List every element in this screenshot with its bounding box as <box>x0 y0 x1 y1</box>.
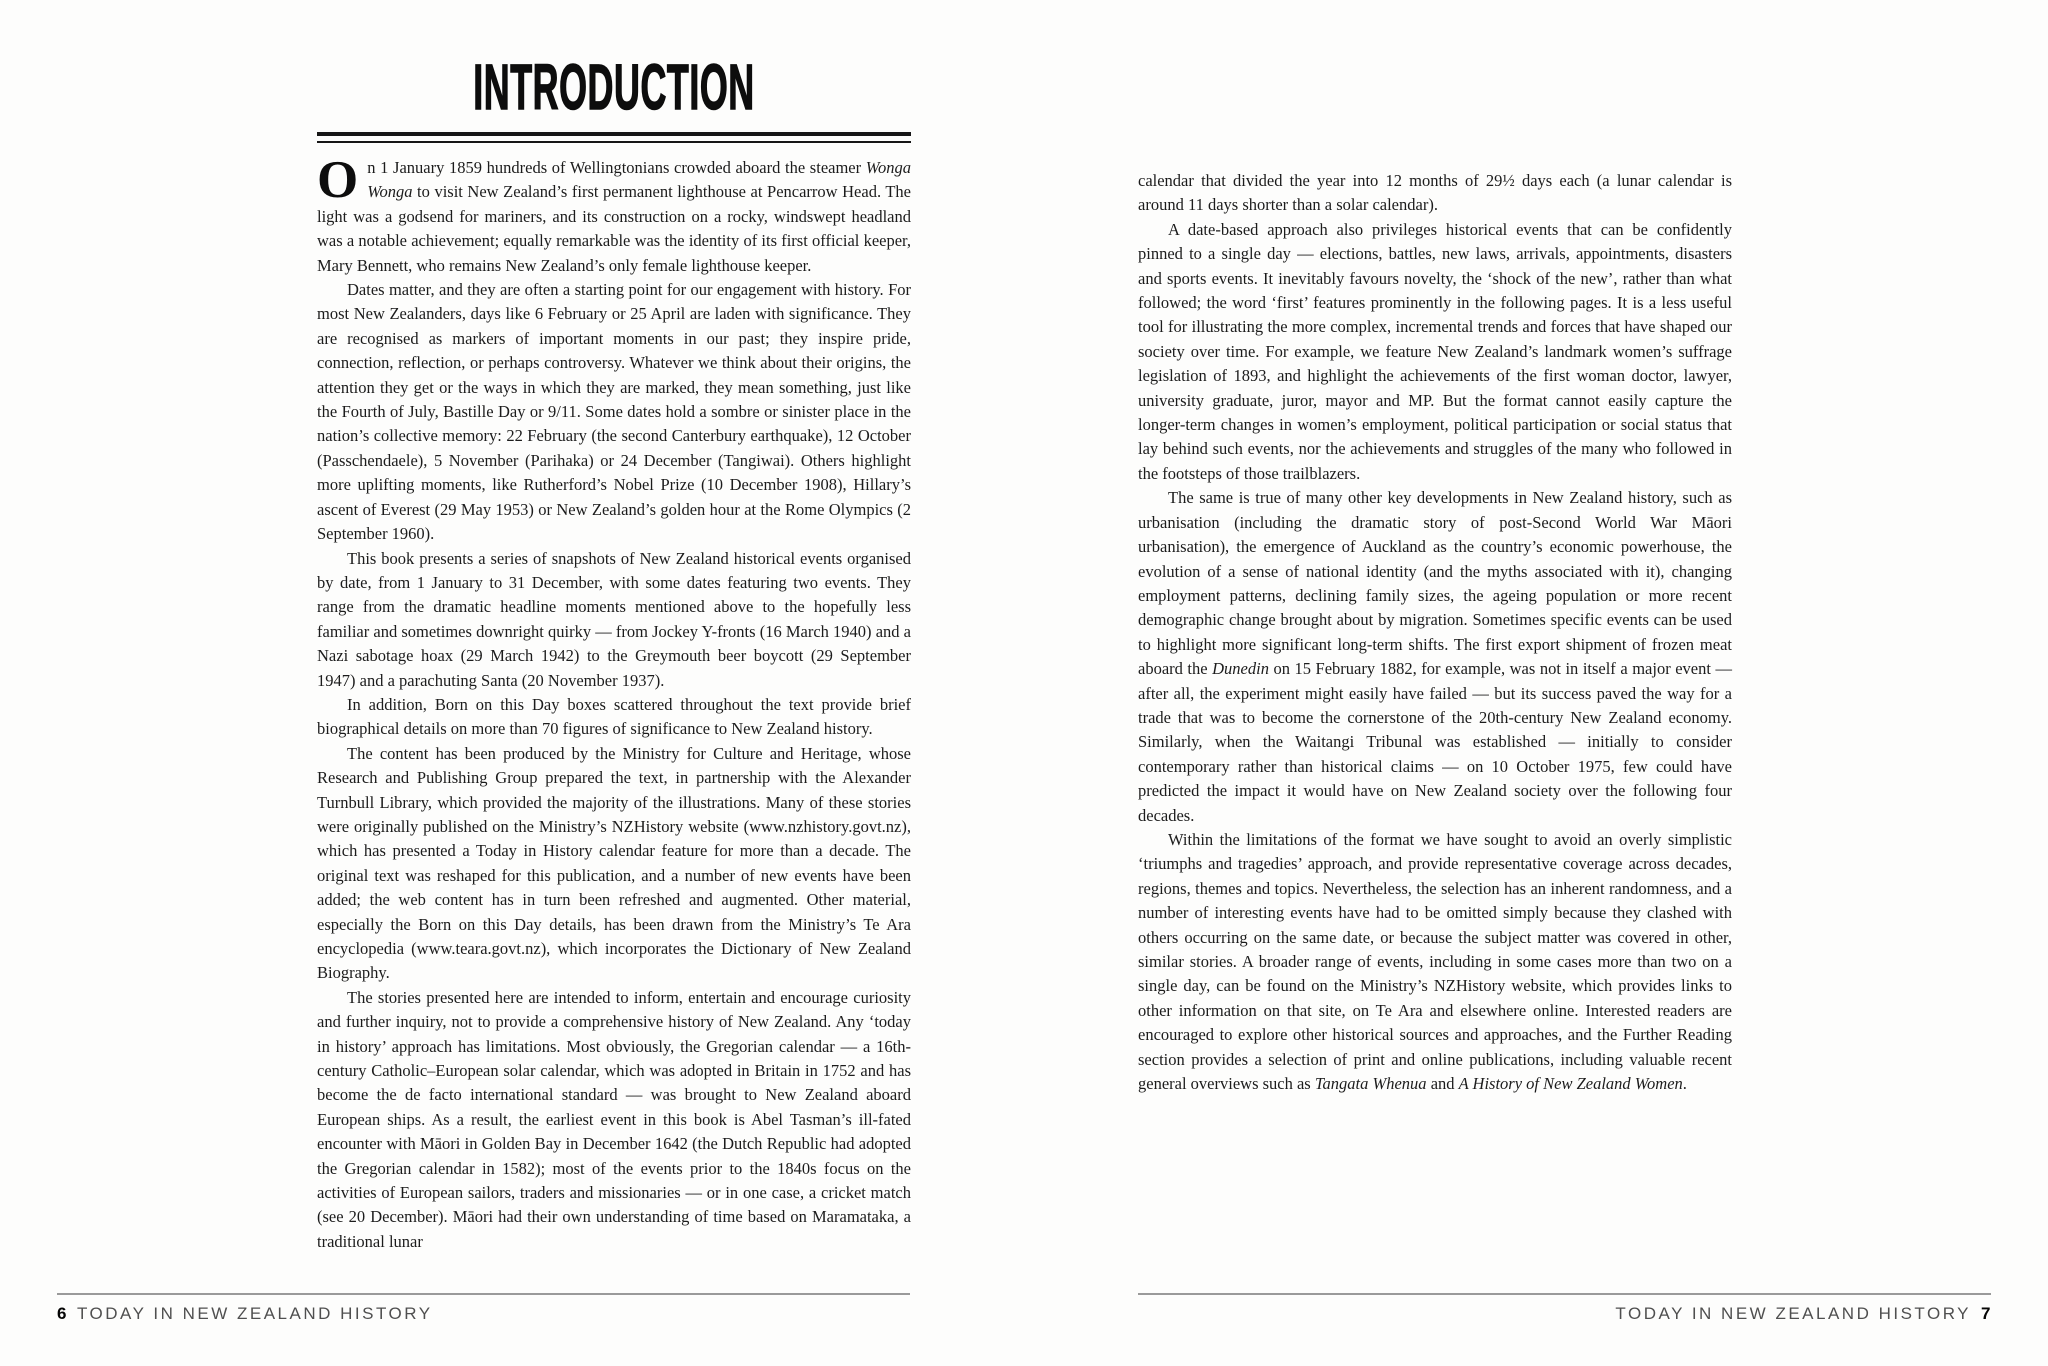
drop-cap: O <box>317 151 359 209</box>
text-segment: This book presents a series of snapshots of New Zealand historical events organised by date, from 1 January to 31 December, with some dates featuring two events. They range from the dramatic headline moments mentioned above to the hopefully less familiar and sometimes downright quirky — from Jockey Y-fronts (16 March 1940) and a Nazi sabotage hoax (29 March 1942) to the Greymouth beer boycott (29 September 1947) and a parachuting Santa (20 November 1937). <box>317 548 911 690</box>
left-page-footer <box>57 1293 910 1324</box>
text-segment: . <box>1682 1074 1687 1094</box>
text-segment: and <box>1426 1074 1459 1094</box>
text-segment: A date-based approach also privileges historical events that can be confidently pinned to a single day — elections, battles, new laws, arrivals, appointments, disasters and sports events. It inevitably favours novelty, the ‘shock of the new’, rather than what followed; the word ‘first’ features prominently in the following pages. It is a less useful tool for illustrating the more complex, incremental trends and forces that have shaped our society over time. For example, we feature New Zealand’s landmark women’s suffrage legislation of 1893, and highlight the achievements of the first woman doctor, lawyer, university graduate, juror, mayor and MP. But the format cannot easily capture the longer-term changes in women’s employment, political participation or social status that lay behind such events, nor the achievements and struggles of the many who followed in the footsteps of those trailblazers. <box>1138 219 1732 483</box>
text-segment: Dates matter, and they are often a starting point for our engagement with history. For most New Zealanders, days like 6 February or 25 April are laden with significance. They are recognised as markers of important moments in our past; they inspire pride, connection, reflection, or perhaps controversy. Whatever we think about their origins, the attention they get or the ways in which they are marked, they mean something, just like the Fourth of July, Bastille Day or 9/11. Some dates hold a sombre or sinister place in the nation’s collective memory: 22 February (the second Canterbury earthquake), 12 October (Passchendaele), 5 November (Parihaka) or 24 December (Tangiwai). Others highlight more uplifting moments, like Rutherford’s Nobel Prize (10 December 1908), Hillary’s ascent of Everest (29 May 1953) or New Zealand’s golden hour at the Rome Olympics (2 September 1960). <box>317 280 911 544</box>
text-segment: on 15 February 1882, for example, was not in itself a major event — after all, the experiment might easily have failed — but its success paved the way for a trade that was to become the cornerstone of the 20th-century New Zealand economy. Similarly, when the Waitangi Tribunal was established — initially to consider contemporary rather than historical claims — on 10 October 1975, few could have predicted the impact it would have on New Zealand society over the following four decades. <box>1138 659 1732 825</box>
text-segment: calendar that divided the year into 12 months of 29½ days each (a lunar calendar is around 11 days shorter than a solar calendar). <box>1138 171 1732 215</box>
title-rule <box>317 132 911 143</box>
italic-text-segment: Wonga Wonga <box>367 158 911 202</box>
chapter-title: INTRODUCTION <box>473 51 755 123</box>
footer-rule-left <box>57 1293 910 1295</box>
italic-text-segment: Tangata Whenua <box>1314 1074 1427 1094</box>
page-number-right: 7 <box>1981 1304 1991 1323</box>
italic-text-segment: A History of New Zealand Women <box>1458 1074 1683 1094</box>
left-page-body <box>317 151 911 1254</box>
footer-rule-right <box>1138 1293 1991 1295</box>
paragraph <box>317 693 911 742</box>
text-segment: In addition, Born on this Day boxes scattered throughout the text provide brief biographical details on more than 70 figures of significance to New Zealand history. <box>317 694 911 739</box>
paragraph <box>317 742 911 986</box>
right-page-footer <box>1138 1293 1991 1324</box>
paragraph <box>317 547 911 693</box>
text-segment: n 1 January 1859 hundreds of Wellingtonians crowded aboard the steamer <box>367 158 866 177</box>
page-number-left: 6 <box>57 1304 67 1323</box>
footer-text-right <box>1138 1304 1991 1324</box>
text-segment: The same is true of many other key developments in New Zealand history, such as urbanisation (including the dramatic story of post-Second World War Māori urbanisation), the emergence of Auckland as the country’s economic powerhouse, the evolution of a sense of national identity (and the myths associated with it), changing employment patterns, declining family sizes, the ageing population or more recent demographic change brought about by migration. Sometimes specific events can be used to highlight more significant long-term shifts. The first export shipment of frozen meat aboard the <box>1138 488 1732 679</box>
left-page <box>317 51 911 1254</box>
text-segment: The stories presented here are intended to inform, entertain and encourage curiosity and further inquiry, not to provide a comprehensive history of New Zealand. Any ‘today in history’ approach has limitations. Most obviously, the Gregorian calendar — a 16th-century Catholic–European solar calendar, which was adopted in Britain in 1752 and has become the de facto international standard — was brought to New Zealand aboard European ships. As a result, the earliest event in this book is Abel Tasman’s ill-fated encounter with Māori in Golden Bay in December 1642 (the Dutch Republic had adopted the Gregorian calendar in 1582); most of the events prior to the 1840s focus on the activities of European sailors, traders and missionaries — or in one case, a cricket match (see 20 December). Māori had their own understanding of time based on Maramataka, a traditional lunar <box>317 987 911 1251</box>
paragraph <box>1138 169 1732 218</box>
paragraph <box>317 151 911 278</box>
paragraph <box>1138 486 1732 828</box>
italic-text-segment: Dunedin <box>1212 659 1269 679</box>
running-title-left: TODAY IN NEW ZEALAND HISTORY <box>76 1304 433 1323</box>
text-segment: Within the limitations of the format we have sought to avoid an overly simplistic ‘triumphs and tragedies’ approach, and provide representative coverage across decades, regions, themes and topics. Nevertheless, the selection has an inherent randomness, and a number of interesting events have had to be omitted simply because they clashed with others occurring on the same date, or because the subject matter was covered in other, similar stories. A broader range of events, including in some cases more than two on a single day, can be found on the Ministry’s NZHistory website, which provides links to other information on that site, on Te Ara and elsewhere online. Interested readers are encouraged to explore other historical sources and approaches, and the Further Reading section provides a selection of print and online publications, including valuable recent general overviews such as <box>1138 829 1732 1094</box>
text-segment: to visit New Zealand’s first permanent lighthouse at Pencarrow Head. The light was a godsend for mariners, and its construction on a rocky, windswept headland was a notable achievement; equally remarkable was the identity of its first official keeper, Mary Bennett, who remains New Zealand’s only female lighthouse keeper. <box>317 182 911 275</box>
paragraph <box>1138 828 1732 1096</box>
paragraph <box>317 278 911 546</box>
footer-text-left <box>57 1304 910 1324</box>
running-title-right: TODAY IN NEW ZEALAND HISTORY <box>1615 1304 1972 1323</box>
text-segment: The content has been produced by the Ministry for Culture and Heritage, whose Research and Publishing Group prepared the text, in partnership with the Alexander Turnbull Library, which provided the majority of the illustrations. Many of these stories were originally published on the Ministry’s NZHistory website (www.nzhistory.govt.nz), which has presented a Today in History calendar feature for more than a decade. The original text was reshaped for this publication, and a number of new events have been added; the web content has in turn been refreshed and augmented. Other material, especially the Born on this Day details, has been drawn from the Ministry’s Te Ara encyclopedia (www.teara.govt.nz), which incorporates the Dictionary of New Zealand Biography. <box>317 743 911 983</box>
right-page <box>1138 156 1732 1096</box>
right-page-body <box>1138 169 1732 1096</box>
paragraph <box>1138 218 1732 486</box>
paragraph <box>317 986 911 1254</box>
